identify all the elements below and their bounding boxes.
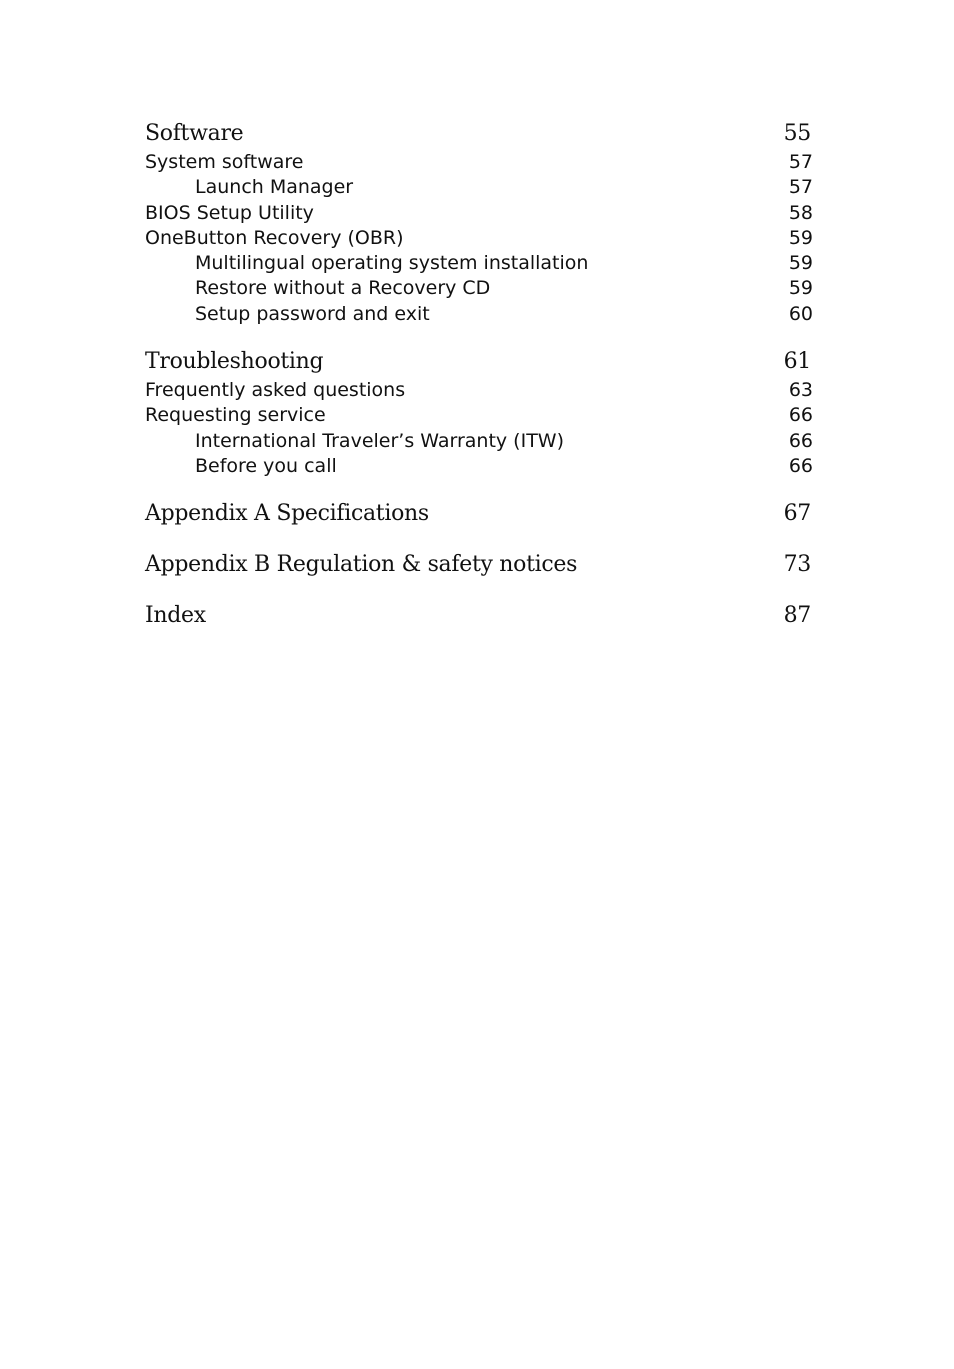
toc-subentry[interactable]	[145, 454, 813, 479]
toc-heading[interactable]	[145, 548, 813, 581]
toc-entry[interactable]	[145, 201, 813, 226]
toc-entry-page: 58	[788, 201, 813, 224]
toc-entry-title: Requesting service	[145, 404, 326, 427]
toc-entry[interactable]	[145, 403, 813, 428]
toc-section-index	[145, 599, 813, 632]
toc-heading[interactable]	[145, 117, 813, 150]
toc-entry-page: 57	[788, 151, 813, 173]
toc-heading-page: 61	[783, 349, 811, 375]
toc-entry-page: 63	[788, 379, 813, 402]
toc-entry-title: Restore without a Recovery CD	[195, 277, 491, 300]
toc-subentry[interactable]	[145, 429, 813, 454]
toc-subentry[interactable]	[145, 175, 813, 200]
toc-heading-page: 55	[783, 121, 811, 146]
toc-entry-page: 57	[788, 176, 813, 199]
toc-heading-title: Software	[145, 121, 244, 146]
toc-entry-title: Setup password and exit	[195, 302, 430, 325]
toc-heading-title: Appendix A Specifications	[145, 501, 429, 527]
toc-section-troubleshooting	[145, 345, 813, 479]
toc-section-software	[145, 117, 813, 327]
toc-entry-title: OneButton Recovery (OBR)	[145, 226, 404, 249]
toc-section-appendix-b	[145, 548, 813, 581]
toc-subentry[interactable]	[145, 251, 813, 276]
toc-heading-page: 73	[783, 552, 811, 578]
toc-entry-title: BIOS Setup Utility	[145, 201, 314, 224]
toc-entry[interactable]	[145, 378, 813, 403]
toc-entry-title: System software	[145, 151, 304, 173]
toc-heading-page: 87	[783, 603, 811, 629]
toc-heading-title: Index	[145, 603, 206, 629]
toc-entry-title: Launch Manager	[195, 176, 354, 199]
table-of-contents	[145, 117, 813, 650]
toc-subentry[interactable]	[145, 276, 813, 301]
toc-section-appendix-a	[145, 497, 813, 530]
toc-entry-page: 59	[788, 226, 813, 249]
toc-entry-page: 66	[788, 429, 813, 452]
toc-entry-page: 66	[788, 454, 813, 477]
toc-entry-page: 59	[788, 277, 813, 300]
toc-entry-title: Before you call	[195, 454, 337, 477]
toc-entry[interactable]	[145, 226, 813, 251]
toc-entry-page: 66	[788, 404, 813, 427]
toc-heading-title: Troubleshooting	[145, 349, 324, 375]
toc-entry-page: 60	[788, 302, 813, 325]
toc-entry-page: 59	[788, 252, 813, 275]
toc-heading[interactable]	[145, 599, 813, 632]
toc-entry[interactable]	[145, 150, 813, 175]
toc-heading[interactable]	[145, 345, 813, 378]
toc-entry-title: International Traveler’s Warranty (ITW)	[195, 429, 565, 452]
toc-entry-title: Frequently asked questions	[145, 379, 406, 402]
toc-heading[interactable]	[145, 497, 813, 530]
toc-entry-title: Multilingual operating system installation	[195, 252, 589, 275]
toc-subentry[interactable]	[145, 302, 813, 327]
toc-heading-page: 67	[783, 501, 811, 527]
toc-heading-title: Appendix B Regulation & safety notices	[145, 552, 578, 578]
